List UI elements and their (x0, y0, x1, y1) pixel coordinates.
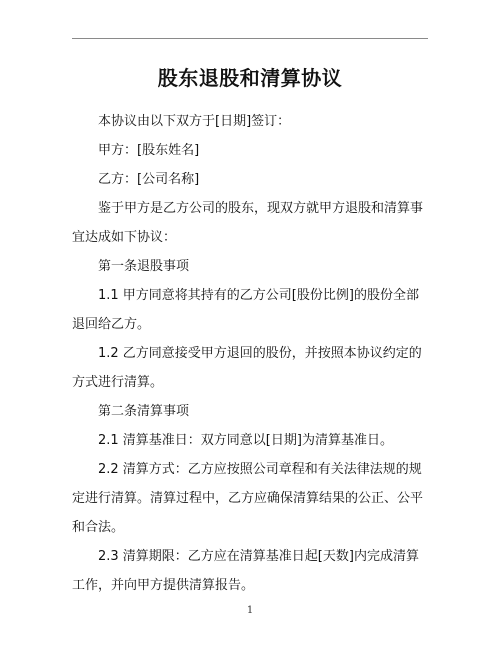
recital-paragraph: 鉴于甲方是乙方公司的股东，现双方就甲方退股和清算事宜达成如下协议： (72, 201, 424, 245)
header-rule (72, 38, 428, 39)
clause-1-1: 1.1 甲方同意将其持有的乙方公司[股份比例]的股份全部退回给乙方。 (72, 288, 419, 332)
article-1-heading: 第一条退股事项 (98, 259, 190, 274)
intro-paragraph: 本协议由以下双方于[日期]签订： (98, 114, 291, 129)
clause-2-2: 2.2 清算方式：乙方应按照公司章程和有关法律法规的规定进行清算。清算过程中，乙方应确保清算结果的公正、公平和合法。 (72, 462, 424, 535)
document-body (72, 107, 428, 600)
clause-2-3: 2.3 清算期限：乙方应在清算基准日起[天数]内完成清算工作，并向甲方提供清算报告。 (72, 549, 419, 593)
party-b-line: 乙方：[公司名称] (98, 172, 200, 187)
page-number: 1 (246, 605, 254, 616)
document-title: 股东退股和清算协议 (157, 66, 343, 90)
clause-2-1: 2.1 清算基准日：双方同意以[日期]为清算基准日。 (98, 433, 393, 448)
party-a-line: 甲方：[股东姓名] (98, 143, 200, 158)
article-2-heading: 第二条清算事项 (98, 404, 190, 419)
clause-1-2: 1.2 乙方同意接受甲方退回的股份，并按照本协议约定的方式进行清算。 (72, 346, 422, 390)
